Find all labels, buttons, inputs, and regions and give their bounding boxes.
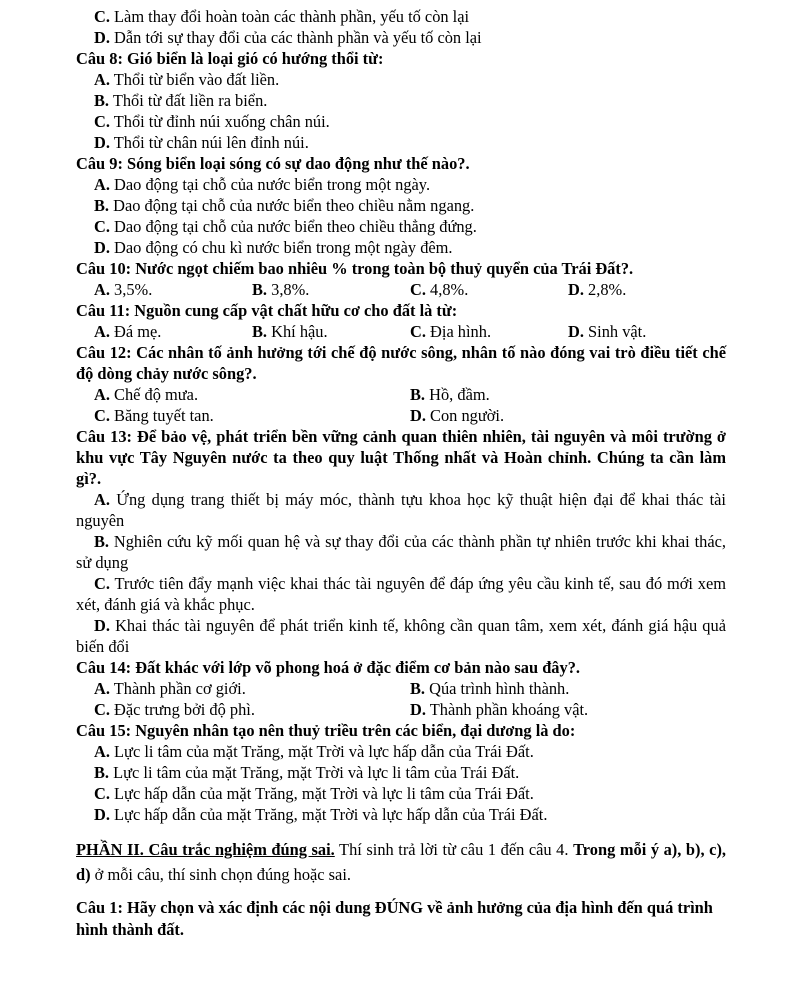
question-8-option-a: A. Thổi từ biển vào đất liền. [94,70,280,89]
question-10-option-b: B. 3,8%. [252,280,310,299]
question-13-option-a: A. Ứng dụng trang thiết bị máy móc, thành tựu khoa học kỹ thuật hiện đại để khai thác tài nguyên [76,490,726,530]
question-10-option-c: C. 4,8%. [410,280,469,299]
question-14-option-c: C. Đặc trưng bởi độ phì. [94,700,255,719]
exam-document [76,6,726,941]
question-14-option-a: A. Thành phần cơ giới. [94,679,246,698]
question-11-option-c: C. Địa hình. [410,322,492,341]
question-12-option-c: C. Băng tuyết tan. [94,406,214,425]
question-8-title: Câu 8: Gió biển là loại gió có hướng thổi từ: [76,49,384,68]
question-11-option-b: B. Khí hậu. [252,322,328,341]
question-8-option-c: C. Thổi từ đỉnh núi xuống chân núi. [94,112,330,131]
question-14-title: Câu 14: Đất khác với lớp võ phong hoá ở đặc điểm cơ bản nào sau đây?. [76,658,580,677]
question-12-option-a: A. Chế độ mưa. [94,385,199,404]
question-9-option-b: B. Dao động tại chỗ của nước biển theo chiều nằm ngang. [94,196,475,215]
question-10-title: Câu 10: Nước ngọt chiếm bao nhiêu % trong toàn bộ thuỷ quyển của Trái Đất?. [76,259,634,278]
question-9-option-c: C. Dao động tại chỗ của nước biển theo chiều thẳng đứng. [94,217,477,236]
question-15-title: Câu 15: Nguyên nhân tạo nên thuỷ triều trên các biển, đại dương là do: [76,721,576,740]
question-13-title: Câu 13: Để bảo vệ, phát triển bền vững cảnh quan thiên nhiên, tài nguyên và môi trường ở khu vực Tây Nguyên nước ta theo quy luật Thống nhất và Hoàn chỉnh. Chúng ta cần làm gì?. [76,427,726,488]
question-13-option-b: B. Nghiên cứu kỹ mối quan hệ và sự thay đổi của các thành phần tự nhiên trước khi khai thác, sử dụng [76,532,726,572]
question-15-option-c: C. Lực hấp dẫn của mặt Trăng, mặt Trời và lực li tâm của Trái Đất. [94,784,534,803]
question-15-option-a: A. Lực li tâm của mặt Trăng, mặt Trời và lực hấp dẫn của Trái Đất. [94,742,534,761]
question-15-option-d: D. Lực hấp dẫn của mặt Trăng, mặt Trời và lực hấp dẫn của Trái Đất. [94,805,548,824]
question-10-option-a: A. 3,5%. [94,280,153,299]
question-8-option-b: B. Thổi từ đất liền ra biển. [94,91,268,110]
question-12-option-b: B. Hồ, đầm. [410,385,490,404]
question-8-option-d: D. Thổi từ chân núi lên đỉnh núi. [94,133,309,152]
option-d: D. Dẫn tới sự thay đổi của các thành phần và yếu tố còn lại [94,28,482,47]
question-12-option-d: D. Con người. [410,406,505,425]
part-2-question-1-title: Câu 1: Hãy chọn và xác định các nội dung ĐÚNG về ảnh hưởng của địa hình đến quá trình hình thành đất. [76,898,713,939]
question-13-option-c: C. Trước tiên đẩy mạnh việc khai thác tài nguyên để đáp ứng yêu cầu kinh tế, sau đó mới xem xét, đánh giá và khắc phục. [76,574,726,614]
question-14-options-row2 [76,699,726,720]
question-13-option-d: D. Khai thác tài nguyên để phát triển kinh tế, không cần quan tâm, xem xét, đánh giá hậu quả biến đổi [76,616,726,656]
question-10-options [76,279,726,300]
option-c: C. Làm thay đổi hoàn toàn các thành phần, yếu tố còn lại [94,7,470,26]
question-9-title: Câu 9: Sóng biển loại sóng có sự dao động như thế nào?. [76,154,470,173]
question-15-option-b: B. Lực li tâm của mặt Trăng, mặt Trời và lực li tâm của Trái Đất. [94,763,520,782]
question-9-option-a: A. Dao động tại chỗ của nước biển trong một ngày. [94,175,431,194]
question-11-options [76,321,726,342]
question-14-option-d: D. Thành phần khoáng vật. [410,700,589,719]
question-12-options-row1 [76,384,726,405]
question-14-options-row1 [76,678,726,699]
question-12-options-row2 [76,405,726,426]
part-2-heading: PHẦN II. Câu trắc nghiệm đúng sai. [76,840,335,859]
question-10-option-d: D. 2,8%. [568,280,627,299]
question-11-option-a: A. Đá mẹ. [94,322,162,341]
question-14-option-b: B. Qúa trình hình thành. [410,679,570,698]
question-12-title: Câu 12: Các nhân tố ảnh hưởng tới chế độ nước sông, nhân tố nào đóng vai trò điều tiết chế độ dòng chảy nước sông?. [76,343,726,383]
question-9-option-d: D. Dao động có chu kì nước biển trong một ngày đêm. [94,238,453,257]
part-2-instructions: PHẦN II. Câu trắc nghiệm đúng sai. Thí sinh trả lời từ câu 1 đến câu 4. Trong mỗi ý a), b), c), d) ở mỗi câu, thí sinh chọn đúng hoặc sai. [76,840,726,884]
question-11-option-d: D. Sinh vật. [568,322,647,341]
question-11-title: Câu 11: Nguồn cung cấp vật chất hữu cơ cho đất là từ: [76,301,458,320]
